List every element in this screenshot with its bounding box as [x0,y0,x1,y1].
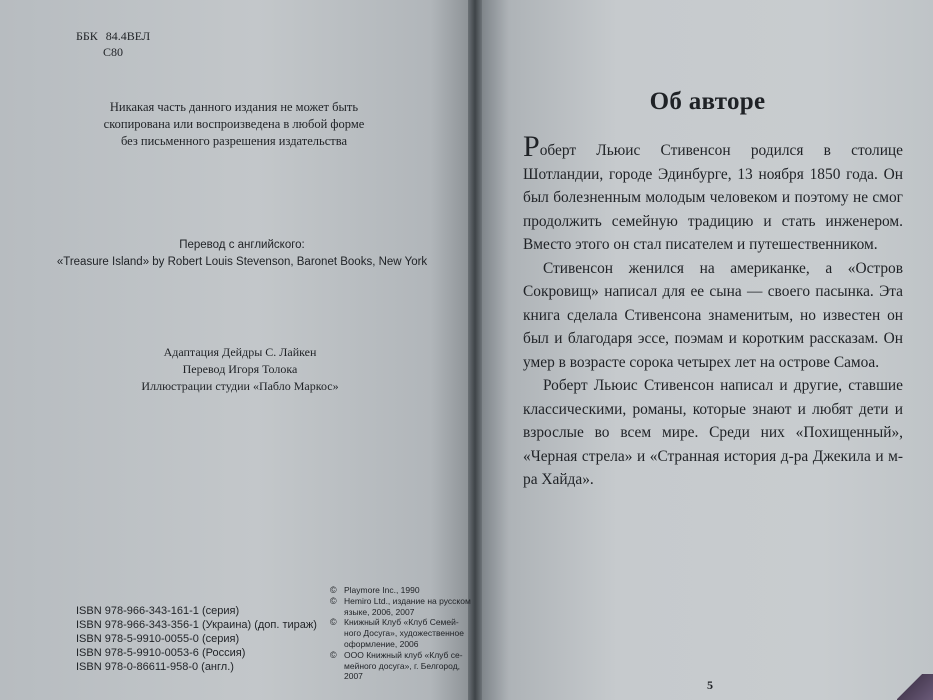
copyright-symbol: © [330,585,337,595]
rights-item [330,596,480,618]
copyright-line: Никакая часть данного издания не может быть [109,100,359,114]
copyright-line: без письменного разрешения издательства [120,134,348,148]
rights-line: Книжный Клуб «Клуб Семей- [344,617,459,628]
bbk-code: 84.4ВЕЛ [105,29,151,43]
translation-line: Перевод с английского: [179,239,305,251]
paragraph-text: оберт Льюис Стивенсон родился в столице Шотландии, городе Эдинбурге, 13 ноября 1850 года. Он был болезненным молодым человеком и поэтому не смог продолжить семейную традицию и стать инженером. Вместо этого он стал писателем и путешественником. [523,142,903,253]
rights-line: ООО Книжный клуб «Клуб се- [344,649,463,660]
rights-item [330,650,480,682]
paragraph: Роберт Льюис Стивенсон написал и другие, ставшие классическими, романы, которые знают и любят дети и взрослые во всем мире. Среди них «Похищенный», «Черная стрела» и «Странная история д-ра Джекила и м-ра Хайда». [523,377,903,488]
paragraph: Стивенсон женился на американке, а «Остров Сокровищ» написал для ее сына — своего пасынка. Эта книга сделала Стивенсона знаменитым, но известен он был и благодаря эссе, поэмам и коротким рассказам. Он умер в возрасте сорока четырех лет на острове Самоа. [523,259,903,371]
rights-line: языке, 2006, 2007 [344,606,415,617]
credit-line: Иллюстрации студии «Пабло Маркос» [141,379,339,393]
bbk-classification [76,28,150,60]
bbk-label: ББК [76,29,98,43]
isbn-line: ISBN 978-0-86611-958-0 (англ.) [76,661,234,673]
credits-block [6,344,474,395]
credit-line: Адаптация Дейдры С. Лайкен [163,345,317,359]
copyright-holders [330,585,480,682]
copyright-symbol: © [330,617,337,628]
rights-item [330,585,480,596]
page-corner-decoration [897,674,933,700]
credit-line: Перевод Игоря Толока [182,362,298,376]
translation-line: «Treasure Island» by Robert Louis Stevenson, Baronet Books, New York [56,256,428,268]
chapter-title: Об авторе [649,88,766,115]
rights-line: оформление, 2006 [344,638,419,649]
isbn-line: ISBN 978-966-343-356-1 (Украина) (доп. тираж) [76,619,317,631]
paragraph [523,130,903,257]
isbn-line: ISBN 978-5-9910-0053-6 (Россия) [76,647,246,659]
isbn-line: ISBN 978-966-343-161-1 (серия) [76,605,240,617]
rights-line: мейного досуга», г. Белгород, [344,660,461,671]
translation-source [8,237,476,271]
isbn-list [76,604,317,674]
copyright-notice [0,99,468,150]
copyright-symbol: © [330,595,337,606]
copyright-symbol: © [330,649,337,660]
rights-line: Playmore Inc., 1990 [344,585,420,595]
drop-cap: Р [523,130,540,163]
copyright-line: скопирована или воспроизведена в любой форме [103,117,365,131]
rights-line: ного Досуга», художественное [344,628,464,639]
about-author-text [523,130,903,492]
rights-line: 2007 [344,671,363,682]
bbk-sub-code: С80 [103,45,124,59]
rights-line: Hemiro Ltd., издание на русском [344,595,471,606]
isbn-line: ISBN 978-5-9910-0055-0 (серия) [76,633,240,645]
page-number: 5 [707,678,713,692]
rights-item [330,617,480,649]
